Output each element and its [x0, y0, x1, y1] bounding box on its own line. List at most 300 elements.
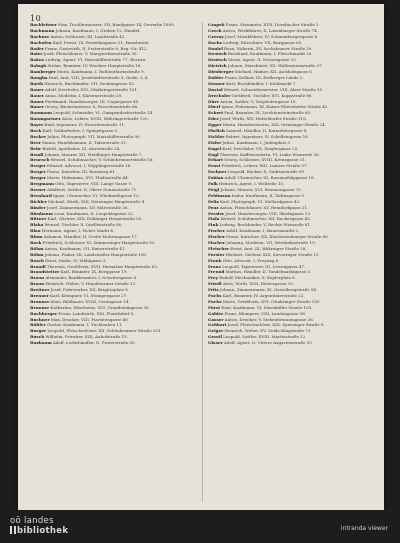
directory-entry — [208, 87, 376, 92]
entry-details: Wilhelm, Privatier, XIII, Auhofstraße 15. — [45, 334, 129, 340]
directory-entry — [208, 75, 376, 80]
logo-mark-icon — [10, 526, 16, 534]
directory-entry — [208, 264, 376, 269]
entry-details: Wenzel, Schuhmacher, V, Schönbrunnerstraße 58. — [50, 157, 154, 163]
entry-details: Stefan, Beamter, IV, Wiedner Hauptstraße 16. — [47, 63, 142, 69]
entry-details: Moriz, Kaufmann, I, Rothenthurmstraße 9. — [56, 69, 145, 75]
entry-name: Eberl — [208, 104, 221, 110]
entry-name: Felix — [208, 198, 219, 204]
directory-entry — [208, 228, 376, 233]
entry-name: Bamberger — [30, 69, 56, 75]
directory-entry — [208, 181, 376, 186]
entry-details: Leopold, Fleischselcher, XII, Schönbrunner Straße 201. — [47, 328, 162, 334]
entry-details: Anton, Kaufmann, VII, Kaiserstraße 41. — [44, 245, 126, 251]
entry-name: Bayer — [30, 122, 44, 128]
entry-name: Bangha — [30, 75, 48, 81]
entry-details: Ferdinand, Hausbesorger, III, Ungargasse 40. — [44, 98, 140, 104]
entry-details: Paul, Beamter, IX, Liechtensteinstraße 60. — [224, 110, 312, 116]
entry-name: Eckert — [208, 110, 224, 116]
directory-entry — [208, 40, 376, 45]
directory-entry — [208, 81, 376, 86]
entry-name: Czech — [208, 27, 222, 33]
entry-details: Franz, Landwirth, XXI, Floridsdorf 5. — [58, 310, 135, 316]
directory-entry — [30, 22, 198, 27]
entry-details: Josef, Fleischhauer, V, Margarethenstraße 30. — [43, 51, 138, 57]
entry-name: Fürst — [208, 304, 221, 310]
directory-entry — [208, 269, 376, 274]
entry-details: Wenzel, Schuhmacher, XII, Ruckergasse 40. — [220, 216, 311, 222]
entry-name: Berger — [30, 169, 46, 175]
directory-entry — [208, 69, 376, 74]
page-number: 10 — [30, 14, 42, 23]
logo-line-2-text: bibliothek — [17, 526, 69, 536]
entry-name: Czerny — [208, 33, 224, 39]
entry-details: Anton, Fleischhauer, XV, Reindorfgasse 21. — [219, 204, 309, 210]
entry-name: Fischer — [208, 228, 225, 234]
directory-entry — [208, 140, 376, 145]
directory-entry — [208, 152, 376, 157]
directory-entry — [30, 181, 198, 186]
directory-entry — [208, 22, 376, 27]
entry-details: Adolf, Drechsler, XVI, Ottakringerstraße 101. — [44, 86, 139, 92]
directory-entry — [208, 240, 376, 245]
entry-details: Emil, Ingenieur, IV, Favoritenstraße 11. — [44, 122, 126, 128]
entry-name: Frey — [208, 275, 218, 281]
entry-name: Deutsch — [208, 51, 227, 57]
entry-details: Franz, Steinmetz, XVII, Dornbacher Straße 3. — [225, 22, 320, 27]
right-column — [208, 22, 376, 506]
directory-entry — [208, 51, 376, 56]
directory-entry — [208, 293, 376, 298]
entry-name: Buxbaum — [30, 340, 52, 346]
entry-details: Max, Drucker, VIII, Piaristengasse 46. — [50, 316, 130, 322]
entry-details: Wenzel, Schneidermeister, VIII, Alser Straße 51. — [223, 86, 324, 92]
entry-details: Franz, Klempner, VIII, Laudongasse 38. — [224, 310, 307, 316]
directory-entry — [30, 334, 198, 339]
entry-details: Johanna, Modistin, VII, Westbahnstraße 19. — [226, 239, 316, 245]
directory-entry — [208, 110, 376, 115]
entry-details: Adolf, Uhrmacher, III, Rasumofskygasse 18. — [224, 175, 315, 181]
directory-entry — [208, 163, 376, 168]
directory-entry — [208, 187, 376, 192]
entry-name: Bock — [30, 239, 42, 245]
entry-name: Dürr — [208, 98, 219, 104]
viewer-footer — [0, 510, 400, 543]
entry-name: Daniel — [208, 45, 223, 51]
entry-details: Leon, Kaufmann, II, Leopoldsgasse 22. — [54, 210, 135, 216]
entry-name: Ernst — [208, 163, 221, 169]
directory-entry — [208, 205, 376, 210]
entry-name: Bühler — [30, 322, 46, 328]
entry-details: Bernhard, Kaufmann, I, Fleischmarkt 20. — [227, 51, 313, 57]
document-page — [18, 4, 384, 510]
entry-details: Otto, Advocat, I, Freyung 6. — [222, 257, 280, 263]
entry-name: Berger — [30, 163, 46, 169]
entry-details: Karl, Goldarbeiter, I, Spiegelgasse 5. — [42, 128, 119, 134]
entry-details: Simon, Handelsmann, II, Taborstraße 33. — [41, 139, 127, 145]
directory-entry — [208, 157, 376, 162]
entry-details: Ludwig, Kürschner, VII, Burggasse 63. — [223, 39, 303, 45]
entry-name: Blum — [30, 234, 43, 240]
entry-name: Baier — [30, 51, 43, 57]
entry-name: Barth — [30, 80, 44, 86]
directory-entry — [208, 222, 376, 227]
entry-details: Georg, Schlosser, XVIII, Kreuzgasse 31. — [224, 157, 306, 163]
entry-name: Bernhard — [30, 192, 52, 198]
logo-line-1: oö landes — [10, 516, 54, 526]
entry-details: Karl, Klempner, VI, Stumpergasse 27. — [50, 292, 128, 298]
entry-details: Michael, Gärtner, XIX, Sieveringer Straße 11. — [225, 251, 320, 257]
directory-entry — [30, 157, 198, 162]
entry-details: Friedrich, Schlosser, XI, Simmeringer Hauptstraße 92. — [42, 239, 156, 245]
directory-entry — [30, 293, 198, 298]
entry-name: Gebhart — [208, 322, 227, 328]
entry-details: Leopold, Schneider, VI, Gumpendorferstraße 14. — [53, 110, 154, 116]
entry-name: Balogh — [30, 63, 47, 69]
entry-name: Beer — [30, 139, 41, 145]
entry-name: Fuchs — [208, 292, 222, 298]
directory-entry — [208, 134, 376, 139]
entry-details: Franz, Gastwirth, II, Praterstraße 8, Reg.-Nr. 412. — [44, 45, 148, 51]
entry-details: Karl, Beamter, IX, Berggasse 19. — [60, 269, 128, 275]
directory-entry — [30, 152, 198, 157]
entry-name: Bergmann — [30, 181, 55, 187]
directory-entry — [208, 281, 376, 286]
directory-entry — [208, 216, 376, 221]
directory-entry — [30, 51, 198, 56]
entry-name: Fiala — [208, 216, 220, 222]
entry-details: Alois, Lehrer, XVIII, Währingerstraße 120. — [61, 116, 149, 122]
entry-name: Braun — [30, 281, 45, 287]
entry-details: Anton, Drucker, V, Siebenbrunnengasse 26. — [224, 316, 315, 322]
directory-entry — [30, 87, 198, 92]
entry-details: Julius, Kaufmann, I, Judenplatz 3. — [222, 139, 292, 145]
column-divider — [202, 22, 203, 502]
directory-entry — [30, 240, 198, 245]
entry-name: Dachs — [208, 39, 222, 45]
directory-entry — [208, 122, 376, 127]
entry-name: Baumgartner — [30, 116, 61, 122]
directory-entry — [30, 146, 198, 151]
entry-details: Anton, Schlosser, III, Landstraße 45. — [50, 33, 126, 39]
entry-details: Ignaz, Fuhrmann, XI, Kaiser-Ebersdorfer Straße 42. — [221, 104, 329, 110]
entry-name: Forster — [208, 251, 225, 257]
entry-details: Anton, Werkführer, X, Laxenburger Straße 74. — [222, 27, 319, 33]
entry-details: Karl, Drechsler, VII, Zieglergasse 25. — [222, 145, 299, 151]
directory-entry — [208, 169, 376, 174]
directory-entry — [208, 328, 376, 333]
entry-details: Maria, Hausbesitzerin, XIX, Grinzinger Straße 24. — [222, 122, 327, 128]
directory-entry — [30, 317, 198, 322]
entry-name: Eschner — [208, 169, 227, 175]
entry-details: Ernst, Arzt, IX, Währinger Straße 28. — [230, 245, 307, 251]
directory-entry — [30, 275, 198, 280]
directory-entry — [208, 175, 376, 180]
directory-entry — [30, 99, 198, 104]
directory-entry — [30, 252, 198, 257]
entry-details: Friedrich, Lehrer, XIII, Lainzer Straße 57. — [221, 163, 308, 169]
entry-details: Ignaz, Uhrmacher, VI, Windmühlgasse 13. — [52, 192, 140, 198]
entry-name: Czapek — [208, 22, 225, 27]
entry-details: Hermann, Agent, I, Hoher Markt 4. — [41, 228, 115, 234]
entry-details: Adolf, Agent, II, Untere Augartenstraße 30. — [223, 340, 314, 346]
entry-details: Josef, Wirth, XIV, Hütteldorfer Straße 118. — [219, 116, 308, 122]
entry-details: Gottfried, Tischler, XVI, Koppstraße 88. — [231, 92, 313, 98]
entry-details: Alexander, Bankbeamter, I, Schottengasse 6. — [45, 275, 138, 281]
entry-details: Anna, Modistin, I, Kärntnerstraße 28. — [44, 92, 123, 98]
entry-name: Freund — [208, 269, 225, 275]
entry-details: Josef, Fleischselcher, XIII, Speisinger Straße 9. — [227, 322, 325, 328]
entry-name: Engel — [208, 145, 222, 151]
entry-details: Johann, Maurer, XVI, Brunnengasse 70. — [220, 186, 302, 192]
entry-name: Fritz — [208, 287, 219, 293]
directory-entry — [30, 216, 198, 221]
entry-details: Johann, Kaufmann, I, Graben 12, Handel. — [55, 27, 141, 33]
directory-entry — [30, 63, 198, 68]
entry-details: Gustav, Kaufmann, I, Tuchlauben 11. — [46, 322, 123, 328]
entry-name: Behr — [30, 145, 42, 151]
entry-details: Josef, Musiklehrer, IV, Schaumburgergasse 8. — [224, 33, 319, 39]
directory-entry — [208, 99, 376, 104]
entry-details: Alois, Wirth, XVII, Rötzergasse 33. — [222, 281, 294, 287]
entry-name: Burger — [30, 328, 47, 334]
entry-name: Birnbaum — [30, 210, 53, 216]
directory-entry — [30, 281, 198, 286]
directory-entry — [208, 305, 376, 310]
entry-name: Fuchs — [208, 298, 222, 304]
directory-entry — [30, 93, 198, 98]
directory-entry — [30, 57, 198, 62]
directory-entry — [30, 211, 198, 216]
entry-name: Binder — [30, 204, 46, 210]
directory-entry — [30, 340, 198, 345]
directory-entry — [208, 258, 376, 263]
entry-name: Berner — [30, 186, 46, 192]
entry-name: Bachmann — [30, 27, 55, 33]
entry-name: Bendl — [30, 151, 44, 157]
directory-entry — [208, 287, 376, 292]
entry-details: Katharina, Wäscherin, XVI, Grundsteingasse 30. — [50, 304, 150, 310]
directory-entry — [208, 128, 376, 133]
entry-details: Wenzel, Tischler, X, Quellenstraße 80. — [44, 222, 123, 228]
entry-name: Bosch — [30, 257, 44, 263]
directory-entry — [30, 311, 198, 316]
entry-name: Frank — [208, 257, 222, 263]
entry-name: Berger — [30, 175, 46, 181]
entry-details: Theresia, Kaffeesiederin, VI, Linke Wienzeile 36. — [219, 151, 320, 157]
entry-name: Dirnberger — [208, 69, 234, 75]
entry-details: Adolf, Lederhändler, II, Praterstraße 50. — [52, 340, 136, 346]
entry-details: Karl, Buchhändler, I, Kohlmarkt 7. — [226, 80, 297, 86]
entry-name: Bittner — [30, 216, 47, 222]
entry-details: Karl, Beamter, IV, Argentinierstraße 22. — [222, 292, 305, 298]
entry-name: Blaha — [30, 222, 44, 228]
directory-entry — [208, 311, 376, 316]
directory-entry — [208, 34, 376, 39]
entry-name: Fenz — [208, 204, 219, 210]
entry-details: Leopold, Tapezierer, III, Löwengasse 47. — [222, 263, 306, 269]
entry-name: Fischer — [208, 239, 225, 245]
entry-name: Fleischer — [208, 245, 230, 251]
entry-name: Dostal — [208, 86, 223, 92]
directory-entry — [30, 40, 198, 45]
entry-name: Busch — [30, 334, 45, 340]
entry-details: Emil, Kaufmann, VI, Mariahilfer Straße 105. — [221, 304, 313, 310]
entry-details: Heinrich, Weber, V, Hundsturmer Straße 12. — [45, 281, 137, 287]
entry-name: Erhart — [208, 157, 223, 163]
directory-entry — [208, 317, 376, 322]
entry-name: Friedl — [208, 281, 222, 287]
directory-entry — [208, 193, 376, 198]
entry-details: Karl, Gärtner, XIX, Döblinger Hauptstraße 55. — [47, 216, 143, 222]
entry-name: Fink — [208, 222, 219, 228]
entry-name: Geiger — [208, 328, 224, 334]
entry-name: Gasser — [208, 316, 224, 322]
directory-entry — [30, 234, 198, 239]
entry-name: Ehrlich — [208, 128, 225, 134]
entry-details: Heinrich, Agent, I, Wollzeile 15. — [218, 181, 285, 187]
directory-entry — [208, 252, 376, 257]
directory-entry — [208, 28, 376, 33]
directory-entry — [30, 193, 198, 198]
entry-details: Adalbert, Sattler, II, Obere Donaustraße 71. — [47, 186, 138, 192]
entry-name: Blau — [30, 228, 41, 234]
entry-details: Moriz, Agent, II, Novaragasse 12. — [227, 57, 298, 63]
directory-entry — [208, 340, 376, 345]
directory-entry — [30, 28, 198, 33]
entry-name: Benesch — [30, 157, 50, 163]
directory-entry — [208, 275, 376, 280]
entry-name: Dobler — [208, 75, 224, 81]
directory-entry — [30, 134, 198, 139]
directory-entry — [208, 57, 376, 62]
entry-details: Ernst, Maler, IV, Mühlgasse 3. — [45, 257, 107, 263]
entry-details: Franz, Kutscher, III, Rennweg 61. — [46, 169, 117, 175]
entry-name: Dietrich — [208, 63, 227, 69]
entry-name: Feldmann — [208, 192, 231, 198]
directory-entry — [30, 199, 198, 204]
entry-name: Breitner — [30, 287, 50, 293]
directory-entry — [30, 104, 198, 109]
entry-name: Falk — [208, 181, 218, 187]
entry-details: Markus, Händler, II, Tandelmarktgasse 5. — [225, 269, 312, 275]
entry-name: Brandl — [30, 263, 46, 269]
directory-entry — [30, 75, 198, 80]
logo-line-2 — [10, 526, 68, 536]
entry-name: Buchberger — [30, 310, 58, 316]
entry-details: Josef, Zimmermann, XV, Märzstraße 36. — [46, 204, 129, 210]
entry-name: Bakos — [30, 57, 44, 63]
directory-entry — [208, 234, 376, 239]
entry-details: Rosa, Näherin, XV, Sechshauser Straße 29. — [224, 45, 313, 51]
entry-name: Bauer — [30, 104, 44, 110]
entry-name: Glaser — [208, 340, 223, 346]
left-column — [30, 22, 198, 506]
entry-name: Eichler — [208, 133, 225, 139]
entry-name: Eder — [208, 116, 219, 122]
directory-entry — [30, 299, 198, 304]
directory-entry — [208, 104, 376, 109]
directory-entry — [30, 187, 198, 192]
directory-entry — [30, 169, 198, 174]
entry-details: Ludwig, Buchbinder, V, Rechte Wienzeile 81. — [219, 222, 312, 228]
entry-details: Otto, Tapezierer, VIII, Lange Gasse 9. — [55, 181, 133, 187]
entry-details: Alois, Bildhauer, XVIII, Gentzgasse 14. — [50, 298, 130, 304]
entry-name: Beck — [30, 128, 42, 134]
entry-name: Engl — [208, 151, 219, 157]
directory-entry — [208, 199, 376, 204]
entry-name: Böhm — [30, 251, 44, 257]
directory-entry — [208, 246, 376, 251]
directory-entry — [30, 46, 198, 51]
entry-name: Baumann — [30, 110, 53, 116]
directory-entry — [30, 305, 198, 310]
entry-details: Paul, Arzt, VIII, Josefstädterstraße 3, Ordin. 2–4. — [48, 75, 149, 81]
entry-details: Georg, Bäckermeister, X, Favoritenstraße 66. — [44, 104, 139, 110]
directory-entry — [30, 258, 198, 263]
entry-name: Donner — [208, 80, 225, 86]
entry-details: Marie, Hebamme, XVI, Thaliastraße 44. — [46, 175, 130, 181]
entry-name: Buchner — [30, 316, 50, 322]
entry-name: Deutsch — [208, 57, 227, 63]
entry-details: Michael, Wirth, XIII, Hietzinger Hauptstraße 4. — [47, 198, 146, 204]
entry-name: Becker — [30, 133, 47, 139]
entry-name: Braun — [30, 275, 45, 281]
entry-name: Bauer — [30, 98, 44, 104]
directory-entry — [208, 299, 376, 304]
directory-entry — [30, 269, 198, 274]
entry-name: Bauer — [30, 92, 44, 98]
directory-entry — [30, 222, 198, 227]
entry-name: Eisler — [208, 139, 222, 145]
entry-details: Karl, Privat, IX, Porzellangasse 21, Hausbesitz. — [52, 39, 150, 45]
entry-details: Heinrich, Weber, XV, Goldschlagstraße 73. — [224, 328, 312, 334]
entry-name: Drechsler — [208, 92, 231, 98]
entry-details: Heinrich, Buchbinder, VII, Neubaugasse 52. — [44, 80, 136, 86]
entry-details: Rudolf, Mechaniker, X, Keplerplatz 8. — [219, 275, 296, 281]
directory-entry — [208, 63, 376, 68]
entry-details: Johann, Zimmermann, XI, Geiselbergstraße 54. — [219, 287, 318, 293]
entry-name: Gerstl — [208, 334, 223, 340]
entry-details: Salomon, Händler, II, Große Mohrengasse 17. — [43, 234, 138, 240]
directory-entry — [30, 322, 198, 327]
directory-entry — [30, 122, 198, 127]
entry-details: Marie, Greißlerin, XVI, Ottakringer Straße 150. — [222, 298, 321, 304]
entry-details: Isidor, Kaufmann, II, Zirkusgasse 9. — [231, 192, 306, 198]
entry-name: Gabler — [208, 310, 224, 316]
entry-name: Bichler — [30, 198, 47, 204]
directory-entry — [30, 163, 198, 168]
entry-details: Samuel, Händler, II, Karmelitergasse 4. — [225, 128, 308, 134]
entry-name: Bachofen — [30, 39, 52, 45]
entry-name: Bader — [30, 45, 44, 51]
directory-entry — [208, 322, 376, 327]
directory-entry — [30, 81, 198, 86]
entry-details: Eduard, Advocat, I, Wipplingerstraße 18. — [46, 163, 132, 169]
directory-entry — [30, 140, 198, 145]
directory-entry — [208, 146, 376, 151]
entry-details: Leopold, Bäcker, X, Gudrunstraße 99. — [227, 169, 306, 175]
library-logo[interactable] — [10, 517, 68, 536]
entry-name: Brunner — [30, 304, 50, 310]
directory-entry — [208, 211, 376, 216]
directory-entry — [30, 116, 198, 121]
entry-details: Julius, Photograph, VII, Mariahilferstraße 90. — [47, 133, 141, 139]
directory-entry — [30, 228, 198, 233]
entry-name: Bachner — [30, 33, 50, 39]
directory-entry — [208, 46, 376, 51]
entry-details: Leopold, Sattler, XVIII, Martinstraße 12. — [223, 334, 307, 340]
